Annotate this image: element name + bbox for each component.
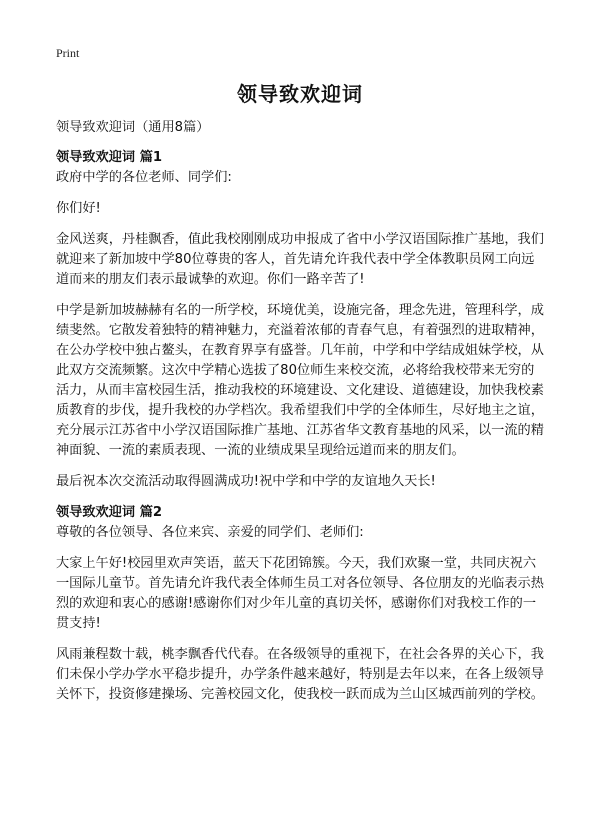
salutation: 政府中学的各位老师、同学们: bbox=[56, 170, 232, 185]
salutation: 尊敬的各位领导、各位来宾、亲爱的同学们、老师们: bbox=[56, 525, 364, 540]
document-subtitle: 领导致欢迎词（通用8篇） bbox=[56, 120, 210, 135]
section-2 bbox=[56, 503, 546, 705]
body-paragraph: 中学是新加坡赫赫有名的一所学校，环境优美，设施完备，理念先进，管理科学，成绩斐然。它散发着独特的精神魅力，充溢着浓郁的青春气息，有着强烈的进取精神，在公办学校中独占鳌头，在教育界享有盛誉。几年前，中学和中学结成姐妹学校，从此双方交流频繁。这次中学精心选拔了80位师生来校交流，必将给我校带来无穷的活力，从而丰富校园生活，推动我校的环境建设、文化建设、道德建设，加快我校素质教育的步伐，提升我校的办学档次。我希望我们中学的全体师生，尽好地主之谊，充分展示江苏省中小学汉语国际推广基地、江苏省华文教育基地的风采，以一流的精神面貌、一流的素质表现、一流的业绩成果呈现给远道而来的朋友们。 bbox=[56, 303, 544, 458]
closing-paragraph: 最后祝本次交流活动取得圆满成功!祝中学和中学的友谊地久天长! bbox=[56, 474, 436, 489]
greeting: 你们好! bbox=[56, 201, 101, 216]
print-link[interactable]: Print bbox=[56, 46, 80, 60]
section-heading: 领导致欢迎词 篇2 bbox=[56, 505, 163, 520]
section-1 bbox=[56, 148, 546, 492]
page-title: 领导致欢迎词 bbox=[237, 82, 363, 106]
body-paragraph: 风雨兼程数十载，桃李飘香代代春。在各级领导的重视下，在社会各界的关心下，我们未保小学办学水平稳步提升，办学条件越来越好，特别是去年以来，在各上级领导关怀下，投资修建操场、完善校园文化，使我校一跃而成为兰山区城西前列的学校。 bbox=[56, 647, 544, 702]
document-body bbox=[56, 118, 546, 716]
section-heading: 领导致欢迎词 篇1 bbox=[56, 150, 163, 165]
body-paragraph: 大家上午好!校园里欢声笑语，蓝天下花团锦簇。今天，我们欢聚一堂，共同庆祝六一国际儿童节。首先请允许我代表全体师生员工对各位领导、各位朋友的光临表示热烈的欢迎和衷心的感谢!感谢你们对少年儿童的真切关怀，感谢你们对我校工作的一贯支持! bbox=[56, 556, 544, 631]
body-paragraph: 金风送爽，丹桂飘香，值此我校刚刚成功申报成了省中小学汉语国际推广基地，我们就迎来了新加坡中学80位尊贵的客人，首先请允许我代表中学全体教职员网工向远道而来的朋友们表示最诚挚的欢迎。你们一路辛苦了! bbox=[56, 232, 544, 287]
